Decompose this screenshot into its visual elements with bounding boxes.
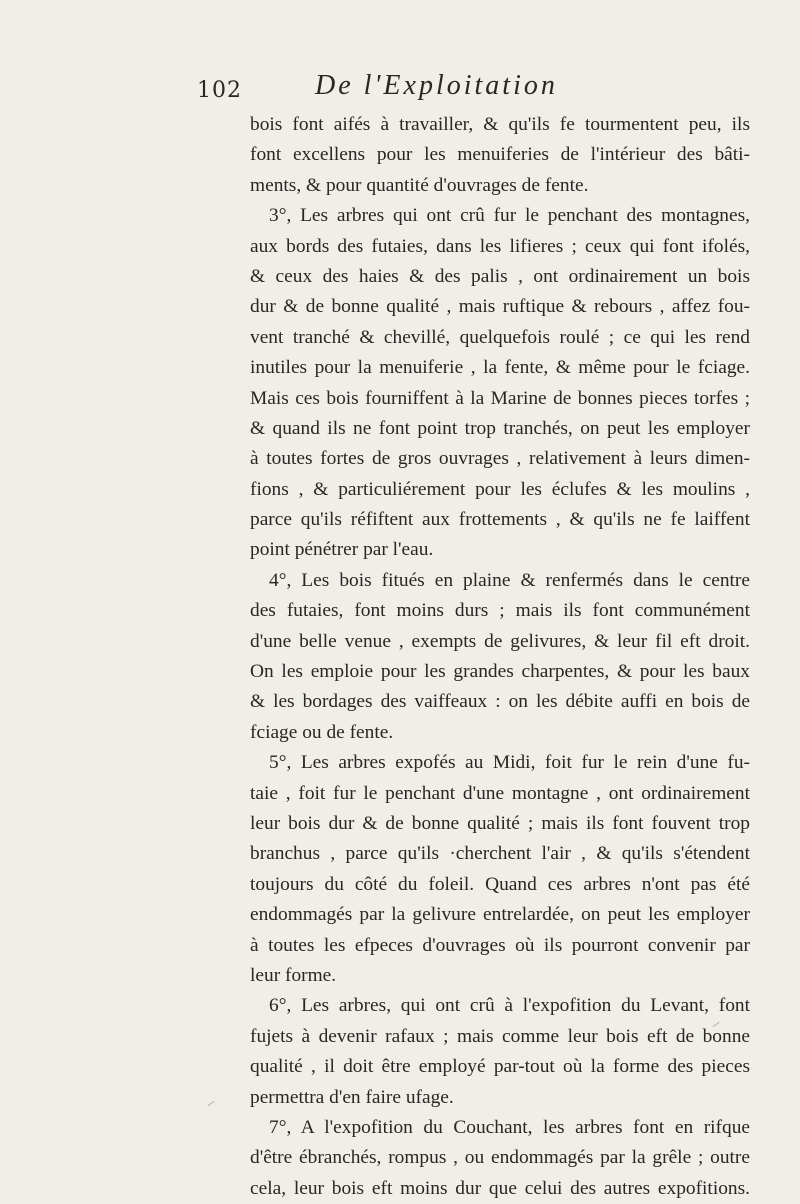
text-line: toujours du côté du foleil. Quand ces arbres n'ont pas été [250,873,750,895]
text-line: parce qu'ils réfiftent aux frottements , & qu'ils ne fe laiffent [250,509,750,531]
text-line: leur bois dur & de bonne qualité ; mais ils font fouvent trop [250,812,750,834]
text-line: permettra d'en faire ufage. [250,1086,454,1108]
paper-mark [207,1101,214,1106]
text-line: 4°, Les bois fitués en plaine & renfermés dans le centre [269,569,750,591]
text-line: 5°, Les arbres expofés au Midi, foit fur le rein d'une fu- [269,752,750,774]
text-line: 7°, A l'expofition du Couchant, les arbres font en rifque [269,1116,750,1138]
text-line: fciage ou de fente. [250,721,394,743]
text-line: aux bords des futaies, dans les lifieres ; ceux qui font ifolés, [250,235,750,257]
text-line: bois font aifés à travailler, & qu'ils fe tourmentent peu, ils [250,114,750,135]
text-line: Mais ces bois fourniffent à la Marine de bonnes pieces torfes ; [250,387,750,409]
text-line: 3°, Les arbres qui ont crû fur le penchant des montagnes, [269,205,750,227]
text-line: 6°, Les arbres, qui ont crû à l'expofition du Levant, font [269,995,750,1017]
text-line: On les emploie pour les grandes charpentes, & pour les baux [250,661,750,683]
text-line: taie , foit fur le penchant d'une montagne , ont ordinairement [250,782,750,804]
text-line: fujets à devenir rafaux ; mais comme leur bois eft de bonne [250,1025,750,1047]
text-line: & les bordages des vaiffeaux : on les débite auffi en bois de [250,691,750,713]
text-line: leur forme. [250,964,337,986]
text-line: qualité , il doit être employé par-tout où la forme des pieces [250,1056,750,1078]
text-line: d'être ébranchés, rompus , ou endommagés par la grêle ; outre [250,1147,750,1169]
text-line: & quand ils ne font point trop tranchés, on peut les employer [250,417,750,439]
body-text [250,110,750,1204]
page-header [197,70,757,110]
text-line: à toutes les efpeces d'ouvrages où ils pourront convenir par [250,934,750,956]
text-line: fions , & particuliérement pour les éclufes & les moulins , [250,478,750,500]
text-line: point pénétrer par l'eau. [250,539,434,561]
text-line: inutiles pour la menuiferie , la fente, & même pour le fciage. [250,357,750,379]
text-line: cela, leur bois eft moins dur que celui des autres expofitions. [250,1177,750,1199]
text-line: endommagés par la gelivure entrelardée, on peut les employer [250,904,750,926]
text-line: ments, & pour quantité d'ouvrages de fente. [250,174,589,196]
text-line: vent tranché & chevillé, quelquefois roulé ; ce qui les rend [250,326,750,348]
text-line: & ceux des haies & des palis , ont ordinairement un bois [250,265,750,287]
text-line: font excellens pour les menuiferies de l'intérieur des bâti- [250,144,750,166]
text-line: branchus , parce qu'ils ·cherchent l'air , & qu'ils s'étendent [250,843,750,865]
text-line: dur & de bonne qualité , mais ruftique & rebours , affez fou- [250,296,750,318]
text-line: des futaies, font moins durs ; mais ils font communément [250,600,750,622]
running-title: De l'Exploitation [315,70,558,101]
text-line: à toutes fortes de gros ouvrages , relativement à leurs dimen- [250,448,750,470]
text-line: d'une belle venue , exempts de gelivures, & leur fil eft droit. [250,630,750,652]
page-number: 102 [197,78,242,103]
